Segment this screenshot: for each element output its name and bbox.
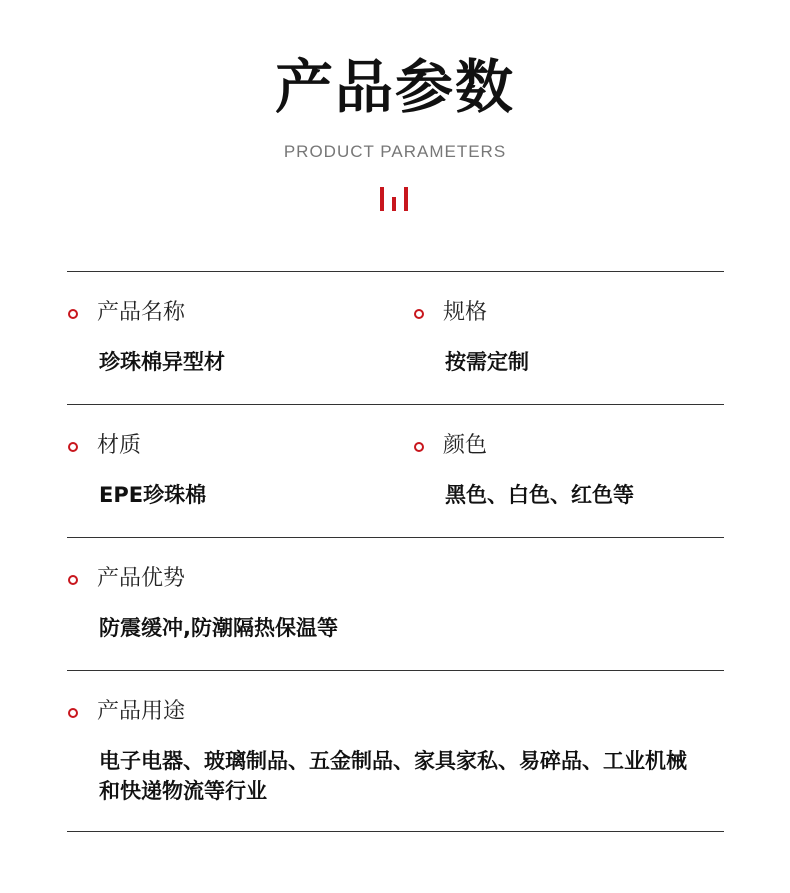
param-value-advantage: 防震缓冲,防潮隔热保温等 [99, 616, 338, 640]
page-subtitle: PRODUCT PARAMETERS [283, 142, 507, 161]
divider [67, 831, 724, 832]
param-label-material: 材质 [97, 433, 142, 458]
bullet-icon [414, 442, 424, 452]
param-value-color: 黑色、白色、红色等 [445, 483, 634, 507]
param-value-usage-line1: 电子电器、玻璃制品、五金制品、家具家私、易碎品、工业机械 [99, 749, 687, 773]
param-label-name: 产品名称 [97, 300, 186, 325]
param-label-spec: 规格 [443, 300, 488, 325]
bullet-icon [68, 575, 78, 585]
bars-decoration-icon [380, 187, 412, 211]
divider [67, 404, 724, 405]
bullet-icon [68, 309, 78, 319]
param-value-name: 珍珠棉异型材 [99, 350, 225, 374]
bullet-icon [414, 309, 424, 319]
divider [67, 271, 724, 272]
param-label-color: 颜色 [443, 433, 488, 458]
divider [67, 537, 724, 538]
param-value-spec: 按需定制 [445, 350, 529, 374]
param-value-usage-line2: 和快递物流等行业 [99, 779, 267, 803]
param-label-usage: 产品用途 [97, 699, 186, 724]
param-label-advantage: 产品优势 [97, 566, 186, 591]
divider [67, 670, 724, 671]
page-title: 产品参数 [274, 53, 515, 121]
param-value-material: EPE珍珠棉 [99, 483, 207, 507]
bullet-icon [68, 442, 78, 452]
bullet-icon [68, 708, 78, 718]
